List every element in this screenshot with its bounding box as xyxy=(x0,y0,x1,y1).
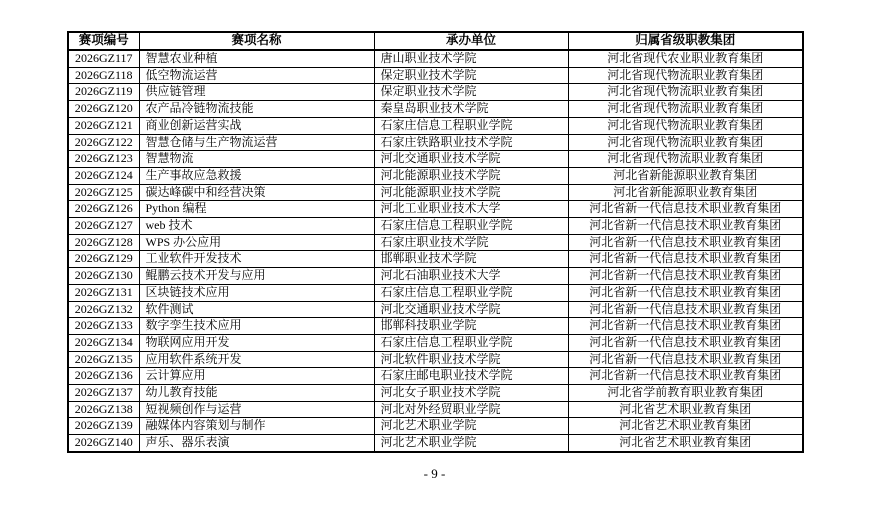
cell-event-code: 2026GZ127 xyxy=(68,218,139,235)
cell-organizer: 邯郸职业技术学院 xyxy=(374,251,568,268)
cell-organizer: 河北软件职业技术学院 xyxy=(374,351,568,368)
table-row xyxy=(68,351,803,368)
table-row xyxy=(68,117,803,134)
table-row xyxy=(68,251,803,268)
cell-group: 河北省现代农业职业教育集团 xyxy=(568,50,803,67)
cell-event-code: 2026GZ136 xyxy=(68,368,139,385)
cell-event-name: Python 编程 xyxy=(139,201,374,218)
table-row xyxy=(68,234,803,251)
cell-organizer: 河北工业职业技术大学 xyxy=(374,201,568,218)
cell-event-code: 2026GZ139 xyxy=(68,418,139,435)
table-row xyxy=(68,151,803,168)
cell-event-code: 2026GZ119 xyxy=(68,84,139,101)
cell-event-name: 融媒体内容策划与制作 xyxy=(139,418,374,435)
cell-event-code: 2026GZ124 xyxy=(68,167,139,184)
cell-organizer: 保定职业技术学院 xyxy=(374,84,568,101)
cell-organizer: 河北交通职业技术学院 xyxy=(374,301,568,318)
table-row xyxy=(68,268,803,285)
cell-group: 河北省新一代信息技术职业教育集团 xyxy=(568,234,803,251)
table-row xyxy=(68,134,803,151)
cell-group: 河北省现代物流职业教育集团 xyxy=(568,134,803,151)
cell-event-name: 声乐、器乐表演 xyxy=(139,435,374,452)
cell-event-code: 2026GZ133 xyxy=(68,318,139,335)
cell-organizer: 唐山职业技术学院 xyxy=(374,50,568,67)
table-row xyxy=(68,368,803,385)
cell-group: 河北省新一代信息技术职业教育集团 xyxy=(568,368,803,385)
cell-organizer: 河北艺术职业学院 xyxy=(374,418,568,435)
cell-organizer: 秦皇岛职业技术学院 xyxy=(374,101,568,118)
cell-group: 河北省新一代信息技术职业教育集团 xyxy=(568,268,803,285)
table-row xyxy=(68,435,803,452)
cell-organizer: 河北对外经贸职业学院 xyxy=(374,401,568,418)
table-row xyxy=(68,385,803,402)
cell-organizer: 石家庄铁路职业技术学院 xyxy=(374,134,568,151)
table-row xyxy=(68,318,803,335)
cell-organizer: 石家庄信息工程职业学院 xyxy=(374,218,568,235)
cell-group: 河北省现代物流职业教育集团 xyxy=(568,151,803,168)
cell-event-name: 碳达峰碳中和经营决策 xyxy=(139,184,374,201)
table-row xyxy=(68,50,803,67)
cell-group: 河北省新一代信息技术职业教育集团 xyxy=(568,301,803,318)
table-header-row xyxy=(68,32,803,50)
cell-group: 河北省新一代信息技术职业教育集团 xyxy=(568,318,803,335)
cell-group: 河北省新一代信息技术职业教育集团 xyxy=(568,251,803,268)
cell-event-code: 2026GZ137 xyxy=(68,385,139,402)
cell-organizer: 保定职业技术学院 xyxy=(374,67,568,84)
cell-event-code: 2026GZ129 xyxy=(68,251,139,268)
cell-group: 河北省艺术职业教育集团 xyxy=(568,401,803,418)
cell-group: 河北省艺术职业教育集团 xyxy=(568,435,803,452)
cell-event-name: 物联网应用开发 xyxy=(139,334,374,351)
cell-group: 河北省现代物流职业教育集团 xyxy=(568,67,803,84)
cell-group: 河北省现代物流职业教育集团 xyxy=(568,117,803,134)
cell-event-name: 低空物流运营 xyxy=(139,67,374,84)
cell-organizer: 河北交通职业技术学院 xyxy=(374,151,568,168)
header-group: 归属省级职教集团 xyxy=(568,32,803,50)
cell-event-name: WPS 办公应用 xyxy=(139,234,374,251)
cell-event-code: 2026GZ135 xyxy=(68,351,139,368)
cell-event-name: 智慧物流 xyxy=(139,151,374,168)
cell-group: 河北省现代物流职业教育集团 xyxy=(568,101,803,118)
cell-event-name: web 技术 xyxy=(139,218,374,235)
cell-organizer: 石家庄信息工程职业学院 xyxy=(374,117,568,134)
table-row xyxy=(68,301,803,318)
cell-event-name: 云计算应用 xyxy=(139,368,374,385)
cell-event-name: 供应链管理 xyxy=(139,84,374,101)
table-row xyxy=(68,184,803,201)
cell-group: 河北省新一代信息技术职业教育集团 xyxy=(568,284,803,301)
cell-event-name: 智慧仓储与生产物流运营 xyxy=(139,134,374,151)
cell-event-code: 2026GZ125 xyxy=(68,184,139,201)
cell-event-name: 农产品冷链物流技能 xyxy=(139,101,374,118)
table-row xyxy=(68,401,803,418)
cell-organizer: 石家庄信息工程职业学院 xyxy=(374,334,568,351)
cell-group: 河北省新一代信息技术职业教育集团 xyxy=(568,201,803,218)
cell-organizer: 石家庄信息工程职业学院 xyxy=(374,284,568,301)
cell-event-code: 2026GZ138 xyxy=(68,401,139,418)
table-row xyxy=(68,167,803,184)
cell-organizer: 河北能源职业技术学院 xyxy=(374,167,568,184)
cell-event-code: 2026GZ120 xyxy=(68,101,139,118)
cell-group: 河北省学前教育职业教育集团 xyxy=(568,385,803,402)
table-row xyxy=(68,418,803,435)
cell-event-code: 2026GZ126 xyxy=(68,201,139,218)
table-row xyxy=(68,284,803,301)
cell-organizer: 河北艺术职业学院 xyxy=(374,435,568,452)
cell-event-name: 应用软件系统开发 xyxy=(139,351,374,368)
cell-event-code: 2026GZ130 xyxy=(68,268,139,285)
table-body xyxy=(68,50,803,452)
cell-event-code: 2026GZ134 xyxy=(68,334,139,351)
cell-organizer: 河北石油职业技术大学 xyxy=(374,268,568,285)
cell-event-code: 2026GZ121 xyxy=(68,117,139,134)
cell-event-code: 2026GZ140 xyxy=(68,435,139,452)
cell-event-name: 生产事故应急救援 xyxy=(139,167,374,184)
table-row xyxy=(68,67,803,84)
cell-event-name: 短视频创作与运营 xyxy=(139,401,374,418)
cell-event-code: 2026GZ131 xyxy=(68,284,139,301)
cell-group: 河北省新能源职业教育集团 xyxy=(568,184,803,201)
cell-group: 河北省新一代信息技术职业教育集团 xyxy=(568,334,803,351)
cell-organizer: 河北能源职业技术学院 xyxy=(374,184,568,201)
cell-event-code: 2026GZ123 xyxy=(68,151,139,168)
competition-table xyxy=(67,31,804,453)
cell-group: 河北省新一代信息技术职业教育集团 xyxy=(568,218,803,235)
cell-event-name: 数字孪生技术应用 xyxy=(139,318,374,335)
cell-event-name: 幼儿教育技能 xyxy=(139,385,374,402)
table-row xyxy=(68,101,803,118)
cell-event-name: 区块链技术应用 xyxy=(139,284,374,301)
cell-event-name: 智慧农业种植 xyxy=(139,50,374,67)
cell-event-name: 商业创新运营实战 xyxy=(139,117,374,134)
cell-organizer: 邯郸科技职业学院 xyxy=(374,318,568,335)
cell-event-code: 2026GZ118 xyxy=(68,67,139,84)
cell-event-code: 2026GZ122 xyxy=(68,134,139,151)
cell-event-name: 工业软件开发技术 xyxy=(139,251,374,268)
cell-organizer: 石家庄邮电职业技术学院 xyxy=(374,368,568,385)
cell-group: 河北省艺术职业教育集团 xyxy=(568,418,803,435)
cell-group: 河北省现代物流职业教育集团 xyxy=(568,84,803,101)
table-row xyxy=(68,84,803,101)
cell-group: 河北省新能源职业教育集团 xyxy=(568,167,803,184)
table-row xyxy=(68,334,803,351)
cell-event-name: 软件测试 xyxy=(139,301,374,318)
cell-group: 河北省新一代信息技术职业教育集团 xyxy=(568,351,803,368)
header-organizer: 承办单位 xyxy=(374,32,568,50)
table-row xyxy=(68,218,803,235)
header-event-name: 赛项名称 xyxy=(139,32,374,50)
cell-event-code: 2026GZ132 xyxy=(68,301,139,318)
page-number: - 9 - xyxy=(423,466,446,481)
header-event-code: 赛项编号 xyxy=(68,32,139,50)
cell-event-code: 2026GZ128 xyxy=(68,234,139,251)
table-row xyxy=(68,201,803,218)
cell-event-name: 鲲鹏云技术开发与应用 xyxy=(139,268,374,285)
cell-organizer: 石家庄职业技术学院 xyxy=(374,234,568,251)
cell-event-code: 2026GZ117 xyxy=(68,50,139,67)
cell-organizer: 河北女子职业技术学院 xyxy=(374,385,568,402)
